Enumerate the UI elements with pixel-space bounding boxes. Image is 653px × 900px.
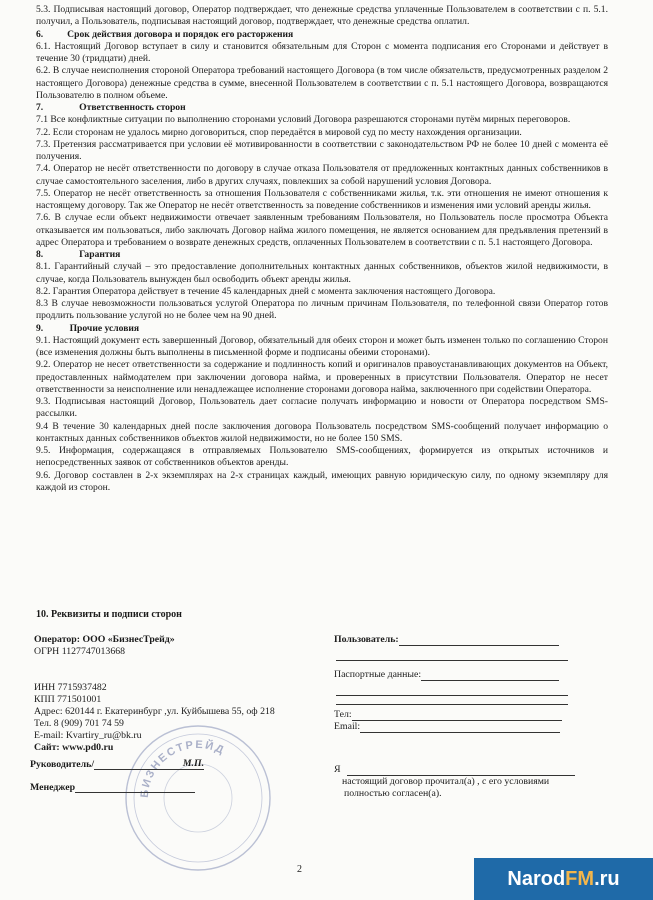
passport-line-3 (336, 696, 568, 705)
user-tel-label: Тел: (334, 709, 352, 720)
clause-paragraph: 7.2. Если сторонам не удалось мирно договориться, спор передаётся в мировой суд по месту нахождения организации. (36, 126, 522, 138)
clause-paragraph: 6.2. В случае неисполнения стороной Оператора требований настоящего Договора (в том числе обязательств, предусмотренных разделом 2 настоящего Договора) денежные средства в сумме, внесенной Пользователем в соответствии с п. 5.1 настоящего Договора, возвращаются Пользователю в полном объеме. (36, 65, 608, 101)
manager-label: Менеджер (30, 782, 76, 793)
operator-ogrn: ОГРН 1127747013668 (34, 646, 126, 657)
watermark-part-1: Narod (507, 868, 566, 890)
manager-sign-line (75, 792, 195, 793)
agreement-line-2: полностью согласен(а). (344, 788, 442, 799)
operator-site: Сайт: www.pd0.ru (34, 742, 114, 753)
section-heading: 9. Прочие условия (36, 322, 140, 334)
passport-line (421, 680, 559, 681)
watermark-logo (474, 858, 653, 900)
agreement-line-1: настоящий договор прочитал(а) , с его условиями (342, 776, 550, 787)
clause-paragraph: 7.6. В случае если объект недвижимости отвечает заявленным требованиям Пользователя, но Пользователь после просмотра Объекта отказывается им пользоваться, либо заключать Договор найма жилого помещения, не является основанием для предъявления претензий в адрес Оператора и требованием о возврате денежных средств, оплаченных Пользователем в соответствии с п. 5.1 настоящего Договора. (36, 212, 608, 248)
director-sign-line (94, 769, 134, 770)
contract-clauses (36, 4, 608, 494)
user-details (334, 634, 624, 733)
mp-mark: М.П. (134, 758, 204, 770)
user-label: Пользователь: (334, 634, 399, 645)
watermark-part-3: .ru (594, 868, 620, 890)
section-heading: 6. Срок действия договора и порядок его расторжения (36, 28, 294, 40)
watermark-part-2: FM (565, 868, 595, 890)
clause-paragraph: 8.1. Гарантийный случай – это предоставление дополнительных контактных данных собственников, объектов жилой недвижимости, в случае, когда Пользователь вынужден был освободить объект аренды жилья. (36, 261, 608, 285)
agreement-prefix: Я (334, 764, 341, 775)
clause-paragraph: 7.4. Оператор не несёт ответственности по договору в случае отказа Пользователя от предложенных контактных данных собственников в случае самостоятельного заселения, либо в других случаях, повлекших за собой нарушений условия Договора. (36, 163, 608, 187)
page-number: 2 (297, 864, 302, 875)
operator-kpp: КПП 771501001 (34, 694, 102, 705)
section-10-heading: 10. Реквизиты и подписи сторон (36, 609, 182, 620)
passport-label: Паспортные данные: (334, 669, 422, 680)
user-email-label: Email: (334, 721, 361, 732)
signature-block (30, 758, 204, 793)
clause-paragraph: 5.3. Подписывая настоящий договор, Оператор подтверждает, что денежные средства уплаченные Пользователем в соответствии с п. 5.1. получил, а Пользователь, подписывая настоящий договор, подтверждает, что денежные средства оплатил. (36, 4, 608, 28)
clause-paragraph: 9.4 В течение 30 календарных дней после заключения договора Пользователь посредством SMS-сообщений получает информацию о контактных данных собственников объектов жилой недвижимости, но не более 150 SMS. (36, 420, 608, 444)
director-label: Руководитель/ (30, 759, 95, 770)
section-heading: 8. Гарантия (36, 249, 121, 260)
company-stamp (120, 720, 276, 876)
clause-paragraph: 7.3. Претензия рассматривается при условии её мотивированности в соответствии с законодательством РФ не более 10 дней с момента её получения. (36, 138, 608, 162)
clause-paragraph: 6.1. Настоящий Договор вступает в силу и становится обязательным для Сторон с момента подписания его Сторонами и действует в течение 30 (тридцати) дней. (36, 40, 608, 64)
clause-paragraph: 9.3. Подписывая настоящий Договор, Пользователь дает согласие получать информацию и новости от Оператора посредством SMS-рассылки. (36, 396, 608, 420)
operator-phone: Тел. 8 (909) 701 74 59 (34, 718, 124, 729)
operator-name: Оператор: ООО «БизнесТрейд» (34, 634, 175, 645)
clause-paragraph: 8.2. Гарантия Оператора действует в течение 45 календарных дней с момента заключения настоящего Договора. (36, 285, 496, 297)
clause-paragraph: 7.1 Все конфликтные ситуации по выполнению сторонами условий Договора разрешаются сторонами путём мирных переговоров. (36, 114, 571, 126)
clause-paragraph: 8.3 В случае невозможности пользоваться услугой Оператора по личным причинам Пользователя, по телефонной связи Оператор готов продлить пользование услугой но не более чем на 90 дней. (36, 298, 608, 322)
user-agreement (334, 764, 614, 800)
clause-paragraph: 9.2. Оператор не несет ответственности за содержание и подлинность копий и оригиналов правоустанавливающих документов на Объект, предоставленных наймодателем при заключении договора найма, и проверенных в присутствии Пользователя. Оператор не несет ответственности за неисполнение или ненадлежащее исполнение сторонами договора найма, заключенного при содействии Оператора. (36, 359, 608, 395)
operator-email: E-mail: Kvartiry_ru@bk.ru (34, 730, 142, 741)
user-name-line (399, 645, 559, 646)
user-name-line-2 (336, 646, 568, 661)
clause-paragraph: 9.1. Настоящий документ есть завершенный Договор, обязательный для обеих сторон и может быть изменен только по соглашению Сторон (все изменения должны быть выполнены в письменной форме и подписаны обеими сторонами). (36, 334, 608, 358)
passport-line-2 (336, 681, 568, 696)
clause-paragraph: 7.5. Оператор не несёт ответственность за отношения Пользователя с собственниками жилья, т.к. эти отношения не имеют отношения к настоящему договору. Так же Оператор не несёт ответственность за поведение собственников и изменения ими условий аренды жилья. (36, 187, 608, 211)
clause-paragraph: 9.5. Информация, содержащаяся в отправляемых Пользователю SMS-сообщениях, формируется из открытых источников и непосредственных заявок от собственников объектов аренды. (36, 445, 608, 469)
stamp-text: БИЗНЕСТРЕЙД (138, 738, 228, 799)
clause-paragraph: 9.6. Договор составлен в 2-х экземплярах на 2-х страницах каждый, имеющих равную юридическую силу, по одному экземпляру для каждой из сторон. (36, 469, 608, 493)
operator-inn: ИНН 7715937482 (34, 682, 107, 693)
user-email-line (360, 732, 560, 733)
operator-address: Адрес: 620144 г. Екатеринбург ,ул. Куйбышева 55, оф 218 (34, 706, 275, 717)
section-heading: 7. Ответственность сторон (36, 102, 186, 113)
